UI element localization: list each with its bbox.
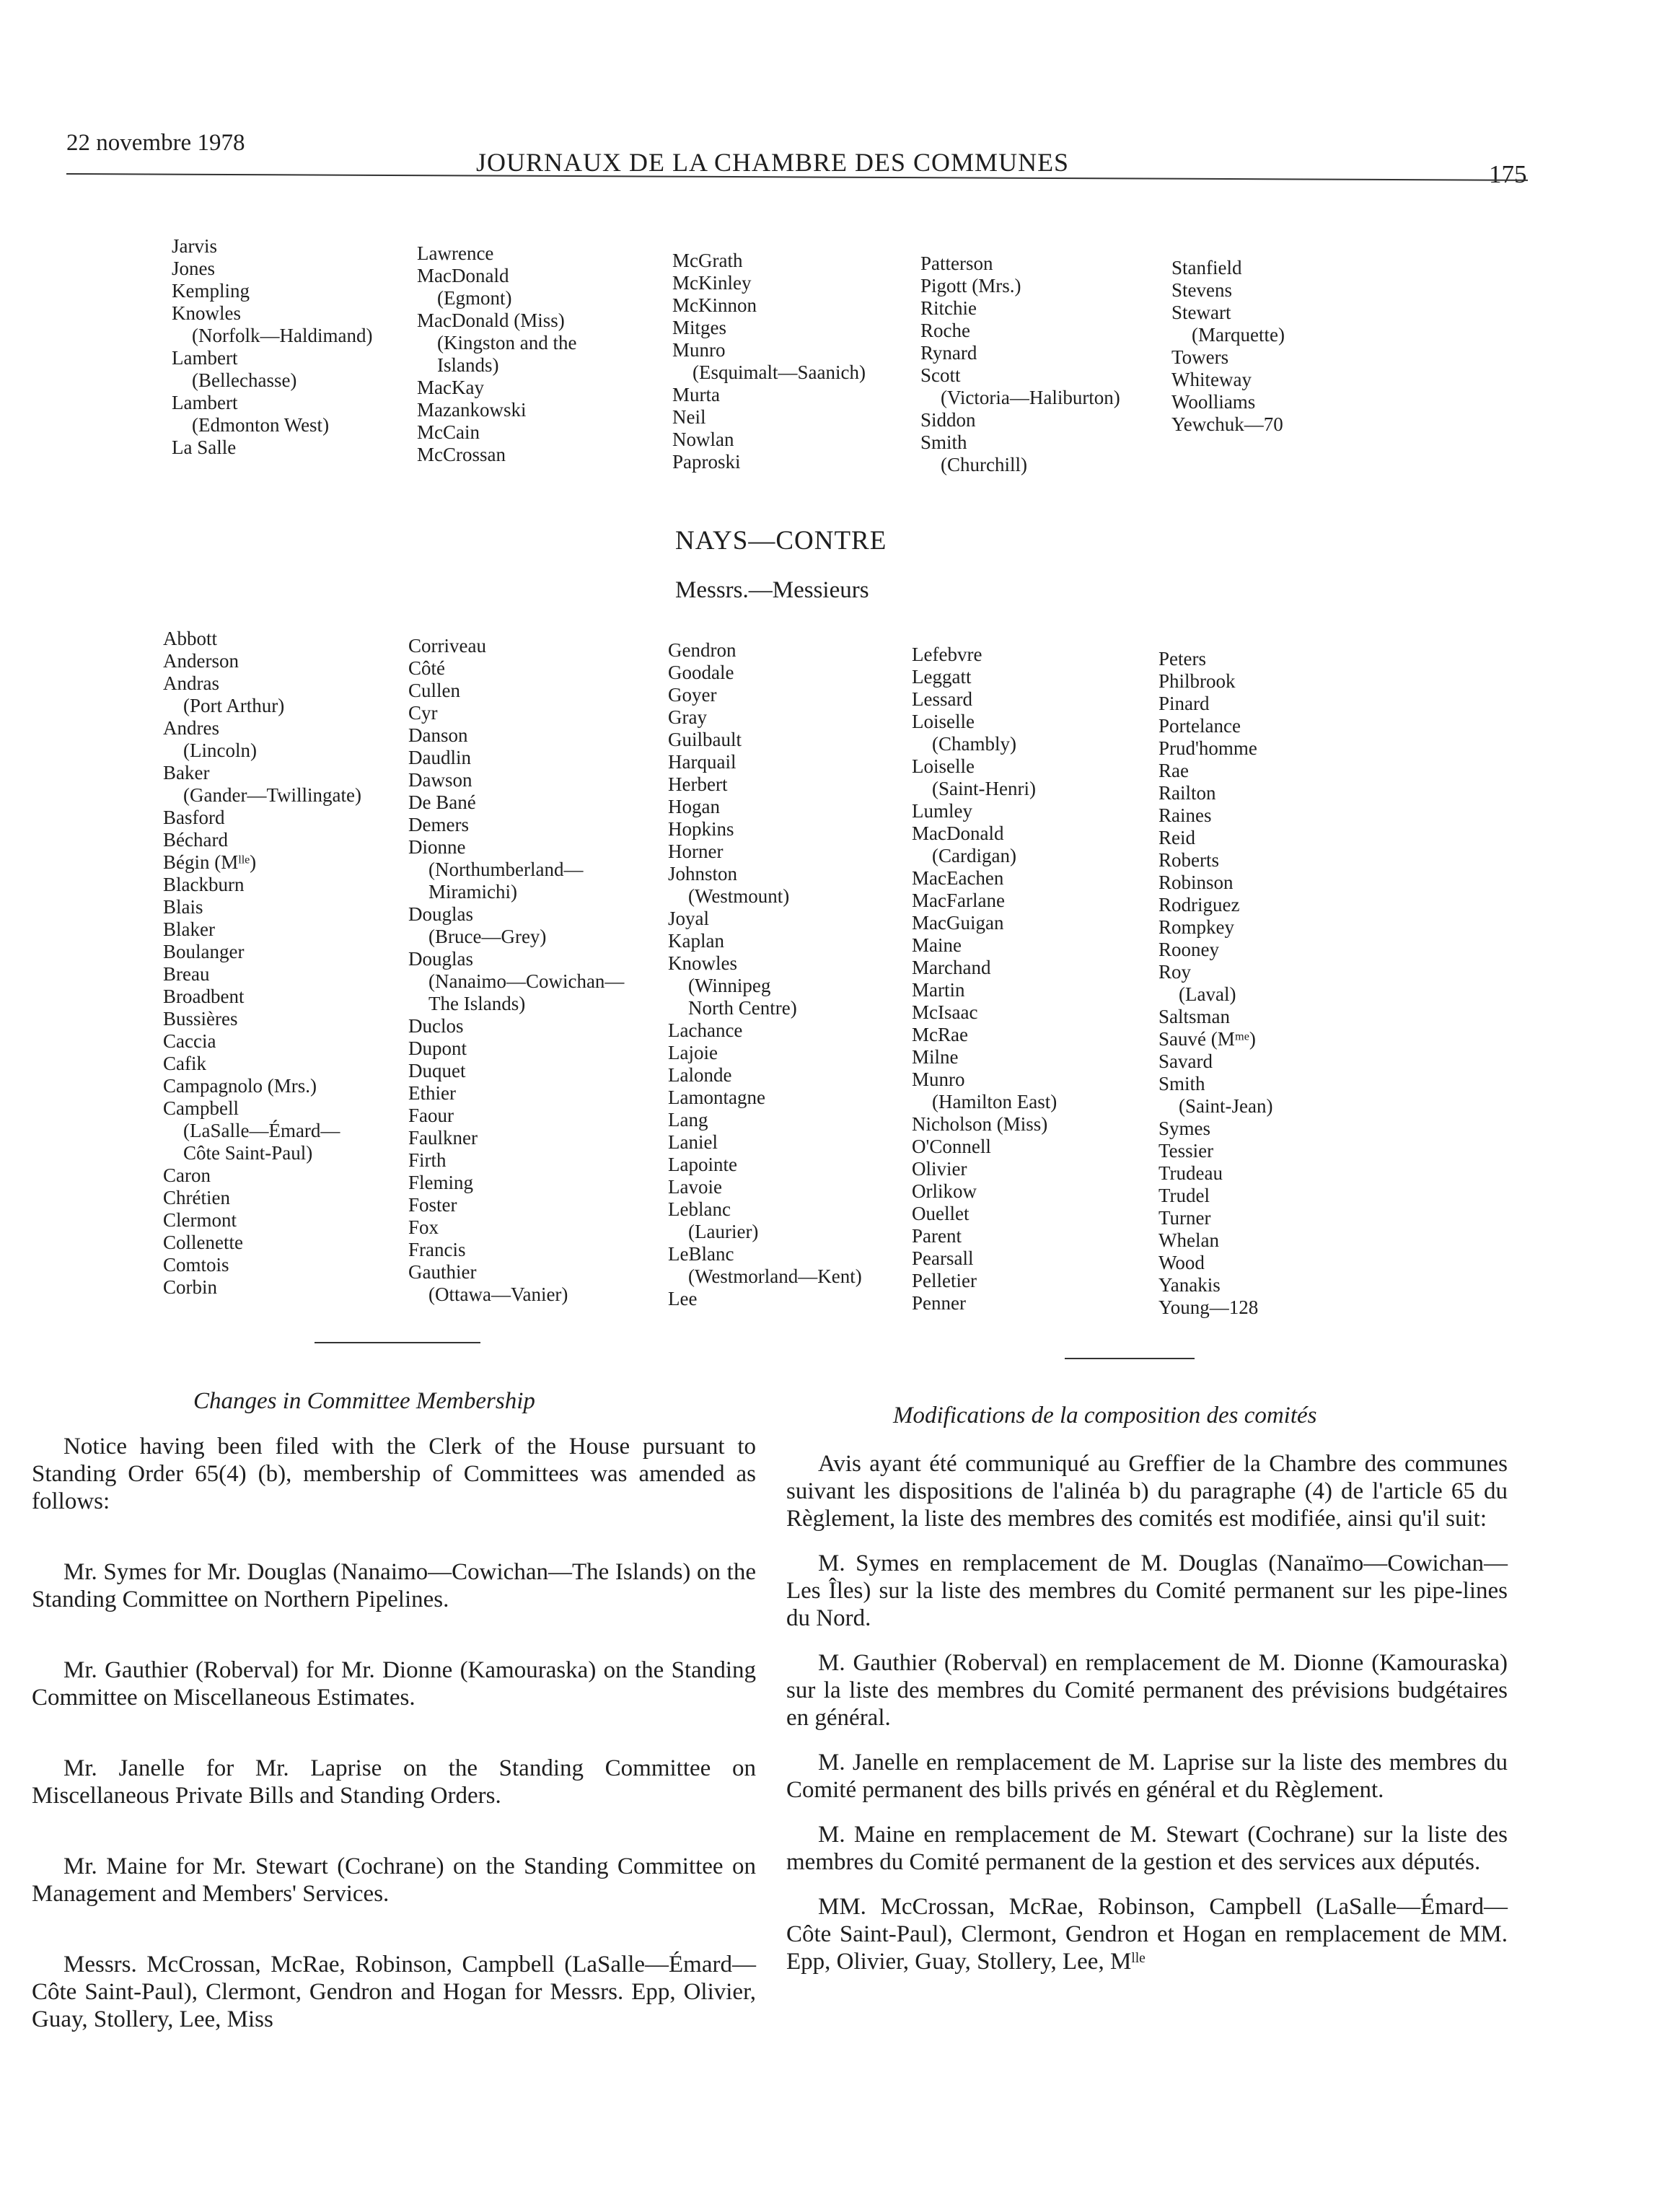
member-name: Goyer xyxy=(668,684,717,706)
member-name: Cafik xyxy=(163,1053,206,1074)
member-name: Rooney xyxy=(1158,939,1219,960)
member-name: Firth xyxy=(408,1149,447,1171)
member-name: Rynard xyxy=(920,342,977,364)
nays-column-2 xyxy=(408,635,624,1306)
member-name: (Winnipeg xyxy=(688,975,771,996)
member-name: Ethier xyxy=(408,1082,456,1104)
member-name: Trudel xyxy=(1158,1185,1210,1206)
member-name: Nicholson (Miss) xyxy=(912,1113,1048,1135)
member-name: (Laurier) xyxy=(688,1221,759,1242)
member-name: Blais xyxy=(163,896,203,918)
member-name: Danson xyxy=(408,724,468,746)
member-name: Kempling xyxy=(172,280,250,302)
member-name: Fleming xyxy=(408,1172,474,1193)
member-name: Dionne xyxy=(408,836,466,858)
member-name: (Bellechasse) xyxy=(192,369,297,391)
member-name: Mazankowski xyxy=(417,399,527,421)
member-name: Johnston xyxy=(668,863,738,885)
member-name: Robinson xyxy=(1158,872,1234,893)
member-name: (Victoria—Haliburton) xyxy=(941,387,1120,408)
french-text xyxy=(786,1450,1508,1975)
member-name: Leblanc xyxy=(668,1198,731,1220)
member-name: Ritchie xyxy=(920,297,977,319)
member-name: Comtois xyxy=(163,1254,229,1276)
member-name: (Edmonton West) xyxy=(192,414,330,436)
member-name: Lumley xyxy=(912,800,972,822)
member-name: Lachance xyxy=(668,1019,743,1041)
member-name: McCrossan xyxy=(417,444,506,465)
member-name: Murta xyxy=(672,384,720,405)
english-heading: Changes in Committee Membership xyxy=(193,1388,535,1414)
member-name: Martin xyxy=(912,979,965,1001)
member-name: Collenette xyxy=(163,1232,243,1253)
member-name: Tessier xyxy=(1158,1140,1214,1162)
member-name: Horner xyxy=(668,841,724,862)
member-name: Miramichi) xyxy=(428,881,517,903)
member-name: Faour xyxy=(408,1105,454,1126)
member-name: Basford xyxy=(163,807,225,828)
member-name: Pelletier xyxy=(912,1270,977,1291)
member-name: Bégin (Mˡˡᵉ) xyxy=(163,851,257,873)
member-name: Côté xyxy=(408,657,445,679)
yeas-column-3 xyxy=(672,250,866,473)
member-name: Andres xyxy=(163,717,219,739)
member-name: Kaplan xyxy=(668,930,724,952)
member-name: Jarvis xyxy=(172,235,217,257)
member-name: Corriveau xyxy=(408,635,486,657)
member-name: (Lincoln) xyxy=(183,739,257,761)
french-paragraph: Avis ayant été communiqué au Greffier de la Chambre des communes suivant les dispositions de l'alinéa b) du paragraphe (4) de l'article 65 du Règlement, la liste des membres des comités est modifiée, ainsi qu'il suit: xyxy=(786,1451,1508,1532)
member-name: Saltsman xyxy=(1158,1006,1230,1027)
member-name: Olivier xyxy=(912,1158,967,1180)
member-name: Reid xyxy=(1158,827,1195,848)
member-name: Pearsall xyxy=(912,1247,974,1269)
member-name: (Westmorland—Kent) xyxy=(688,1265,862,1287)
member-name: Bussières xyxy=(163,1008,238,1030)
member-name: Broadbent xyxy=(163,986,245,1007)
member-name: McGrath xyxy=(672,250,743,271)
member-name: Jones xyxy=(172,258,215,279)
english-text xyxy=(32,1433,756,2033)
member-name: Lapointe xyxy=(668,1154,737,1175)
member-name: Harquail xyxy=(668,751,737,773)
header-date: 22 novembre 1978 xyxy=(66,130,245,156)
member-name: Symes xyxy=(1158,1118,1211,1139)
member-name: Cyr xyxy=(408,702,438,724)
member-name: Goodale xyxy=(668,662,734,683)
member-name: Whiteway xyxy=(1171,369,1252,390)
member-name: Orlikow xyxy=(912,1180,977,1202)
member-name: Marchand xyxy=(912,957,991,978)
member-name: Railton xyxy=(1158,782,1216,804)
member-name: Faulkner xyxy=(408,1127,478,1149)
member-name: Herbert xyxy=(668,773,728,795)
member-name: Clermont xyxy=(163,1209,237,1231)
member-name: Penner xyxy=(912,1292,966,1314)
member-name: Blaker xyxy=(163,918,215,940)
member-name: Gendron xyxy=(668,639,737,661)
english-paragraph: Mr. Janelle for Mr. Laprise on the Standing Committee on Miscellaneous Private Bills and Standing Orders. xyxy=(32,1755,756,1809)
member-name: The Islands) xyxy=(428,993,526,1014)
yeas-column-1 xyxy=(172,235,372,459)
member-name: (Laval) xyxy=(1179,983,1236,1005)
english-paragraph: Mr. Maine for Mr. Stewart (Cochrane) on the Standing Committee on Management and Members' Services. xyxy=(32,1853,756,1907)
french-paragraph: M. Gauthier (Roberval) en remplacement de M. Dionne (Kamouraska) sur la liste des membres du Comité permanent des prévisions budgétaires en général. xyxy=(786,1650,1508,1731)
member-name: Wood xyxy=(1158,1252,1205,1273)
french-paragraph: M. Symes en remplacement de M. Douglas (Nanaïmo—Cowichan—Les Îles) sur la liste des membres du Comité permanent sur les pipe-lines du Nord. xyxy=(786,1550,1508,1631)
yeas-column-5 xyxy=(1171,257,1285,436)
nays-column-1 xyxy=(163,628,361,1299)
member-name: Raines xyxy=(1158,804,1212,826)
member-name: Paproski xyxy=(672,451,741,473)
member-name: Towers xyxy=(1171,346,1229,368)
nays-column-3 xyxy=(668,639,862,1310)
member-name: Knowles xyxy=(172,302,241,324)
member-name: Philbrook xyxy=(1158,670,1236,692)
member-name: North Centre) xyxy=(688,997,797,1019)
member-name: (Saint-Jean) xyxy=(1179,1095,1273,1117)
member-name: Neil xyxy=(672,406,706,428)
member-name: Rae xyxy=(1158,760,1189,781)
right-separator-rule xyxy=(1065,1358,1195,1359)
member-name: Douglas xyxy=(408,948,473,970)
member-name: Lambert xyxy=(172,392,238,413)
member-name: Stewart xyxy=(1171,302,1231,323)
member-name: Daudlin xyxy=(408,747,471,768)
french-heading: Modifications de la composition des comités xyxy=(893,1403,1317,1428)
member-name: Islands) xyxy=(437,354,499,376)
member-name: Savard xyxy=(1158,1050,1213,1072)
member-name: Young—128 xyxy=(1158,1296,1259,1318)
member-name: (Northumberland— xyxy=(428,859,584,880)
member-name: Lee xyxy=(668,1288,698,1309)
member-name: (Saint-Henri) xyxy=(932,778,1036,799)
member-name: Laniel xyxy=(668,1131,718,1153)
member-name: Sauvé (Mᵐᵉ) xyxy=(1158,1028,1256,1050)
member-name: Smith xyxy=(920,431,967,453)
member-name: Yewchuk—70 xyxy=(1171,413,1283,435)
member-name: Stevens xyxy=(1171,279,1232,301)
member-name: (Egmont) xyxy=(437,287,512,309)
member-name: Roche xyxy=(920,320,970,341)
member-name: MacKay xyxy=(417,377,484,398)
member-name: Chrétien xyxy=(163,1187,230,1208)
french-paragraph: MM. McCrossan, McRae, Robinson, Campbell (LaSalle—Émard—Côte Saint-Paul), Clermont, Gendron et Hogan en remplacement de MM. Epp, Olivier, Guay, Stollery, Lee, Mˡˡᵉ xyxy=(786,1894,1508,1975)
member-name: Caccia xyxy=(163,1030,216,1052)
member-name: Loiselle xyxy=(912,755,975,777)
member-name: Campagnolo (Mrs.) xyxy=(163,1075,317,1097)
member-name: Lavoie xyxy=(668,1176,722,1198)
english-paragraph: Messrs. McCrossan, McRae, Robinson, Campbell (LaSalle—Émard—Côte Saint-Paul), Clermont, Gendron and Hogan for Messrs. Epp, Olivier, Guay, Stollery, Lee, Miss xyxy=(32,1952,756,2032)
member-name: Patterson xyxy=(920,253,993,274)
member-name: Munro xyxy=(912,1068,965,1090)
member-name: Ouellet xyxy=(912,1203,970,1224)
member-name: McIsaac xyxy=(912,1001,978,1023)
member-name: Foster xyxy=(408,1194,457,1216)
member-name: Rodriguez xyxy=(1158,894,1240,916)
member-name: La Salle xyxy=(172,436,237,458)
member-name: Gauthier xyxy=(408,1261,477,1283)
member-name: Prud'homme xyxy=(1158,737,1257,759)
member-name: Hopkins xyxy=(668,818,734,840)
member-name: Lang xyxy=(668,1109,708,1131)
nays-column-4 xyxy=(912,644,1057,1315)
member-name: (Norfolk—Haldimand) xyxy=(192,325,373,346)
member-name: Blackburn xyxy=(163,874,245,895)
member-name: Milne xyxy=(912,1046,959,1068)
member-name: Abbott xyxy=(163,628,218,649)
member-name: Duclos xyxy=(408,1015,464,1037)
member-name: Francis xyxy=(408,1239,466,1260)
member-name: Turner xyxy=(1158,1207,1211,1229)
member-name: Lalonde xyxy=(668,1064,732,1086)
member-name: Lessard xyxy=(912,688,972,710)
journal-title: JOURNAUX DE LA CHAMBRE DES COMMUNES xyxy=(476,148,1070,177)
member-name: Lefebvre xyxy=(912,644,982,665)
member-name: Béchard xyxy=(163,829,228,851)
member-name: McKinley xyxy=(672,272,752,294)
nays-subtitle: Messrs.—Messieurs xyxy=(675,577,869,603)
member-name: MacDonald (Miss) xyxy=(417,310,565,331)
member-name: (Esquimalt—Saanich) xyxy=(692,361,866,383)
member-name: Pinard xyxy=(1158,693,1210,714)
member-name: McCain xyxy=(417,421,480,443)
english-paragraph: Mr. Gauthier (Roberval) for Mr. Dionne (Kamouraska) on the Standing Committee on Miscellaneous Estimates. xyxy=(32,1657,756,1711)
member-name: Rompkey xyxy=(1158,916,1234,938)
member-name: (Gander—Twillingate) xyxy=(183,784,362,806)
member-name: McKinnon xyxy=(672,294,757,316)
member-name: Cullen xyxy=(408,680,460,701)
member-name: Nowlan xyxy=(672,429,734,450)
member-name: Smith xyxy=(1158,1073,1205,1094)
member-name: (Westmount) xyxy=(688,885,790,907)
member-name: Portelance xyxy=(1158,715,1241,737)
english-paragraph: Notice having been filed with the Clerk of the House pursuant to Standing Order 65(4) (b), membership of Committees was amended as follows: xyxy=(32,1434,756,1514)
member-name: Whelan xyxy=(1158,1229,1219,1251)
member-name: MacEachen xyxy=(912,867,1004,889)
member-name: Côte Saint-Paul) xyxy=(183,1142,313,1164)
member-name: MacGuigan xyxy=(912,912,1004,934)
member-name: Guilbault xyxy=(668,729,742,750)
member-name: (LaSalle—Émard— xyxy=(183,1120,340,1141)
member-name: Scott xyxy=(920,364,961,386)
member-name: Lamontagne xyxy=(668,1087,765,1108)
yeas-column-4 xyxy=(920,253,1120,476)
member-name: Roy xyxy=(1158,961,1192,983)
page-number: 175 xyxy=(1489,160,1527,188)
english-paragraph: Mr. Symes for Mr. Douglas (Nanaimo—Cowichan—The Islands) on the Standing Committee on Northern Pipelines. xyxy=(32,1559,756,1612)
member-name: Dawson xyxy=(408,769,472,791)
member-name: (Ottawa—Vanier) xyxy=(428,1283,568,1305)
french-paragraph: M. Janelle en remplacement de M. Laprise sur la liste des membres du Comité permanent des bills privés en général et du Règlement. xyxy=(786,1750,1508,1803)
member-name: Hogan xyxy=(668,796,720,817)
member-name: Boulanger xyxy=(163,941,245,962)
member-name: (Nanaimo—Cowichan— xyxy=(428,970,625,992)
member-name: Knowles xyxy=(668,952,737,974)
member-name: Yanakis xyxy=(1158,1274,1221,1296)
member-name: Dupont xyxy=(408,1037,467,1059)
member-name: Peters xyxy=(1158,648,1206,670)
member-name: Corbin xyxy=(163,1276,218,1298)
member-name: Lawrence xyxy=(417,242,494,264)
member-name: Stanfield xyxy=(1171,257,1242,278)
member-name: Lajoie xyxy=(668,1042,718,1063)
member-name: (Hamilton East) xyxy=(932,1091,1058,1112)
member-name: MacFarlane xyxy=(912,890,1005,911)
member-name: Siddon xyxy=(920,409,976,431)
member-name: Andras xyxy=(163,672,219,694)
member-name: Munro xyxy=(672,339,726,361)
member-name: MacDonald xyxy=(417,265,509,286)
member-name: Joyal xyxy=(668,908,709,929)
member-name: Breau xyxy=(163,963,210,985)
french-paragraph: M. Maine en remplacement de M. Stewart (Cochrane) sur la liste des membres du Comité permanent de la gestion et des services aux députés. xyxy=(786,1822,1508,1875)
left-separator-rule xyxy=(315,1342,480,1343)
member-name: Parent xyxy=(912,1225,962,1247)
member-name: Fox xyxy=(408,1216,439,1238)
member-name: Woolliams xyxy=(1171,391,1256,413)
member-name: Maine xyxy=(912,934,962,956)
member-name: Campbell xyxy=(163,1097,239,1119)
member-name: Demers xyxy=(408,814,469,835)
member-name: Trudeau xyxy=(1158,1162,1223,1184)
nays-title: NAYS—CONTRE xyxy=(675,526,887,556)
member-name: Caron xyxy=(163,1164,211,1186)
member-name: (Cardigan) xyxy=(932,845,1016,866)
member-name: (Bruce—Grey) xyxy=(428,926,547,947)
member-name: Roberts xyxy=(1158,849,1219,871)
member-name: Lambert xyxy=(172,347,238,369)
member-name: O'Connell xyxy=(912,1136,991,1157)
member-name: McRae xyxy=(912,1024,968,1045)
member-name: Anderson xyxy=(163,650,239,672)
member-name: (Marquette) xyxy=(1192,324,1285,346)
member-name: Gray xyxy=(668,706,707,728)
member-name: Leggatt xyxy=(912,666,972,688)
member-name: (Chambly) xyxy=(932,733,1016,755)
member-name: Loiselle xyxy=(912,711,975,732)
member-name: Mitges xyxy=(672,317,727,338)
member-name: Douglas xyxy=(408,903,473,925)
member-name: LeBlanc xyxy=(668,1243,734,1265)
member-name: Baker xyxy=(163,762,210,784)
member-name: Pigott (Mrs.) xyxy=(920,275,1021,297)
yeas-column-2 xyxy=(417,242,576,466)
member-name: (Churchill) xyxy=(941,454,1027,475)
member-name: (Kingston and the xyxy=(437,332,577,354)
nays-column-5 xyxy=(1158,648,1272,1319)
member-name: (Port Arthur) xyxy=(183,695,285,716)
member-name: Duquet xyxy=(408,1060,466,1081)
member-name: De Bané xyxy=(408,791,476,813)
member-name: MacDonald xyxy=(912,822,1004,844)
